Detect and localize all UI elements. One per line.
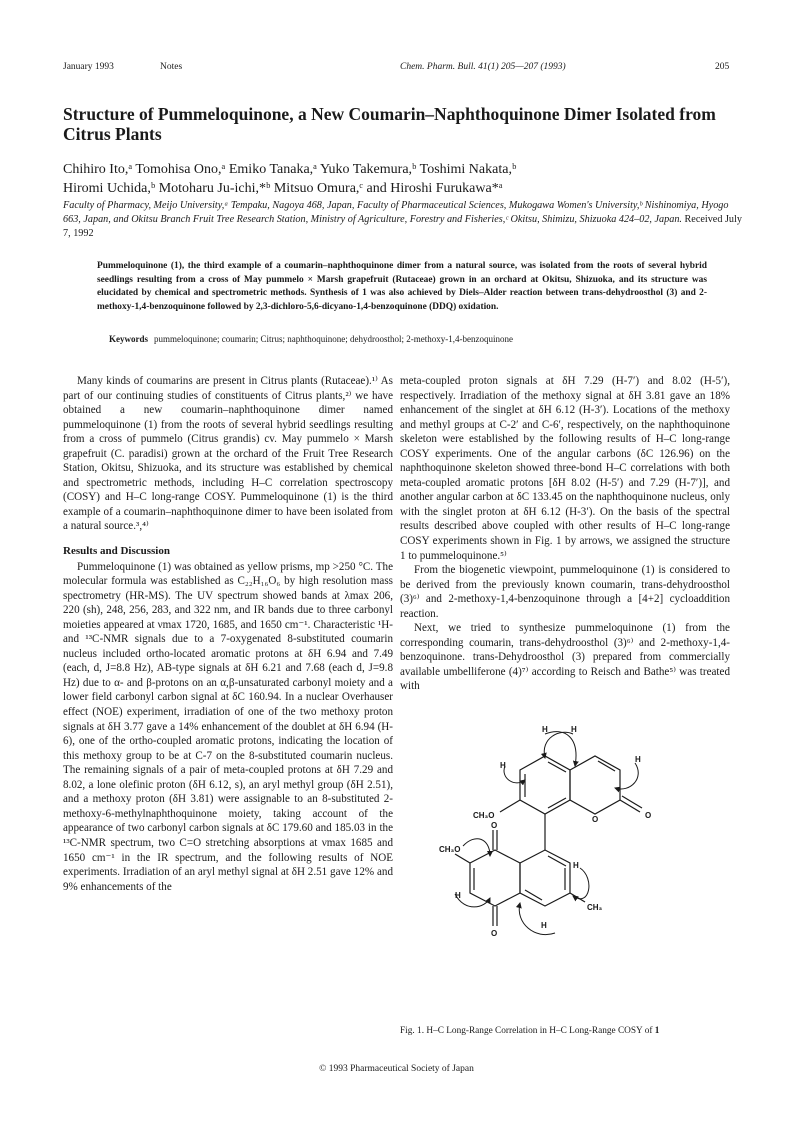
figure-caption-label: Fig. 1. — [400, 1026, 425, 1036]
author-line-2: Hiromi Uchida,ᵇ Motoharu Ju-ichi,*ᵇ Mitsuo Omura,ᶜ and Hiroshi Furukawa*ᵃ — [63, 181, 503, 196]
structure-diagram — [439, 718, 735, 1018]
affiliation-text: Faculty of Pharmacy, Meijo University,ᵃ Tempaku, Nagoya 468, Japan, Faculty of Pharmaceutical Sciences, Mukogawa Women's University,ᵇ Nishinomiya, Hyogo 663, Japan, and Okitsu Branch Fruit Tree Research Station, Ministry of Agriculture, Forestry and Fisheries,ᶜ Okitsu, Shimizu, Shizuoka 424–02, Japan. — [63, 200, 729, 226]
atom-o: O — [491, 821, 498, 830]
right-paragraph-1: meta-coupled proton signals at δH 7.29 (H-7′) and 8.02 (H-5′), respectively. Irradiation of the methoxy signal at δH 3.81 gave an 18% enhancement of the singlet at δH 6.12 (H-3′). Locations of the methoxy and methyl groups at C-2′ and C-6′, respectively, on the naphthoquinone skeleton were established by the following results of H–C long-range COSY experiments. One of the angular carbons (δC 126.96) on the naphthoquinone skeleton showed three-bond H–C correlations with both meta-coupled aromatic protons [δH 8.02 (H-5′) and 7.29 (H-7′)], and another angular carbon at δC 133.45 on the naphthoquinone nucleus, only with the singlet proton at δH 6.12 (H-3′). On the basis of the spectral results described above coupled with other results of H–C long-range COSY experiments shown in Fig. 1 by arrows, we assigned the structure 1 to pummeloquinone.⁵⁾ — [400, 375, 730, 562]
figure-caption-text: H–C Long-Range Correlation in H–C Long-Range COSY of — [426, 1026, 653, 1036]
header-journal: Chem. Pharm. Bull. 41(1) 205—207 (1993) — [400, 62, 566, 72]
right-paragraph-3: Next, we tried to synthesize pummeloquinone (1) from the corresponding coumarin, trans-dehydroosthol (3)⁶⁾ and 2-methoxy-1,4-benzoquinone. trans-Dehydroosthol (3) prepared from commercially available umbelliferone (4)⁷⁾ according to Reisch and Bathe⁵⁾ was treated with — [400, 622, 730, 693]
atom-h: H — [500, 761, 506, 770]
atom-h: H — [542, 725, 548, 734]
keywords-line — [109, 334, 729, 344]
atom-h: H — [573, 861, 579, 870]
right-paragraph-2: From the biogenetic viewpoint, pummeloquinone (1) is considered to be derived from the previously known coumarin, trans-dehydroosthol (3)⁶⁾ and 2-methoxy-1,4-benzoquinone through a [4+2] cycloaddition reaction. — [400, 564, 730, 620]
atom-h: H — [635, 755, 641, 764]
header-date: January 1993 — [63, 62, 114, 72]
figure-caption — [400, 1025, 730, 1037]
intro-paragraph: Many kinds of coumarins are present in Citrus plants (Rutaceae).¹⁾ As part of our continuing studies of constituents of Citrus plants,²⁾ we have obtained a new coumarin–naphthoquinone dimer named pummeloquinone (1) from the roots of several hybrid seedlings resulting from a cross of pummelo (Citrus grandis) cv. May pummelo × Marsh grapefruit (C. paradisi) grown at the orchard of the Fruit Tree Research Station, Okitsu, Shizuoka, and its structure was established by chemical and spectrometric methods, including H–C correlation spectroscopy (COSY) and H–C long-range COSY. Pummeloquinone (1) is the third example of a coumarin–naphthoquinone dimer to have been isolated from a natural source.³,⁴⁾ — [63, 375, 393, 533]
header-page-number: 205 — [715, 62, 730, 72]
keywords-text: pummeloquinone; coumarin; Citrus; naphthoquinone; dehydroosthol; 2-methoxy-1,4-benzoquinone — [154, 334, 513, 344]
atom-h: H — [541, 921, 547, 930]
atom-ch3o: CH₃O — [473, 811, 495, 820]
header-section: Notes — [160, 62, 183, 72]
paper-title: Structure of Pummeloquinone, a New Coumarin–Naphthoquinone Dimer Isolated from Citrus Plants — [63, 104, 716, 144]
atom-o: O — [592, 815, 599, 824]
figure-1-structure — [439, 718, 735, 1018]
author-line-1: Chihiro Ito,ᵃ Tomohisa Ono,ᵃ Emiko Tanaka,ᵃ Yuko Takemura,ᵇ Toshimi Nakata,ᵇ — [63, 162, 517, 177]
hmbc-correlation-arrows — [455, 732, 638, 935]
atom-ch3o: CH₃O — [439, 845, 461, 854]
atom-o: O — [645, 811, 652, 820]
atom-h: H — [571, 725, 577, 734]
naphthoquinone-rings — [455, 830, 585, 926]
right-column — [400, 374, 730, 694]
affiliation-block — [63, 199, 743, 242]
results-paragraph: Pummeloquinone (1) was obtained as yellow prisms, mp >250 °C. The molecular formula was established as C₂₂H₁₆O₆ by high resolution mass spectrometry (HR-MS). The UV spectrum showed bands at λmax 206, 220 (sh), 248, 256, 283, and 322 nm, and IR bands due to three carbonyl moieties appeared at νmax 1720, 1685, and 1650 cm⁻¹. Characteristic ¹H- and ¹³C-NMR signals due to a 7-oxygenated 8-substituted coumarin nucleus included ortho-located aromatic protons at δH 6.94 and 7.49 (each, d, J=8.8 Hz), AB-type signals at δH 6.21 and 7.68 (each d, J=9.8 Hz) due to α- and β-protons on an α,β-unsaturated carbonyl moiety and a lower field carbonyl carbon signal at δC 160.94. In a nuclear Overhauser effect (NOE) experiment, irradiation of one of the two methoxy proton signals at δH 3.77 gave a 14% enhancement of the doublet at δH 6.94 (H-6), one of the ortho-coupled aromatic protons, indicating the location of this methoxy group to be at C-7 on the 8-substituted coumarin nucleus. The remaining signals of a pair of meta-coupled protons at δH 7.29 and 8.02, a lone olefinic proton (δH 6.12, s), an aryl methyl group (δH 2.51), and a methoxy proton (δH 3.81) were assignable to an 8-substituted 2-methoxy-6-methylnaphthoquinone moiety, taking account of the appearance of two carbonyl carbon signals at δC 179.60 and 185.03 in the ¹³C-NMR spectrum, two C=O stretching absorptions at νmax 1685 and 1650 cm⁻¹ in the IR spectrum, and the following results of NOE experiments. Irradiation of an aryl methyl signal at δH 2.51 gave 12% and 9% enhancements of the — [63, 560, 393, 893]
left-column — [63, 374, 393, 894]
atom-h: H — [455, 891, 461, 900]
atom-o: O — [491, 929, 498, 938]
copyright-line: © 1993 Pharmaceutical Society of Japan — [319, 1064, 474, 1074]
figure-caption-compound: 1 — [654, 1026, 660, 1036]
section-heading: Results and Discussion — [63, 545, 170, 558]
author-list — [63, 160, 743, 198]
keywords-label: Keywords — [109, 334, 148, 344]
coumarin-rings — [500, 756, 642, 850]
received-date: Received July 7, 1992 — [63, 214, 742, 240]
abstract: Pummeloquinone (1), the third example of a coumarin–naphthoquinone dimer from a natural source, was isolated from the roots of several hybrid seedlings resulting from a cross of May pummelo × Marsh grapefruit (Rutaceae) grown in an orchard at Okitsu, Shizuoka, and its structure was elucidated by chemical and spectrometric methods. Synthesis of 1 was also achieved by Diels–Alder reaction between trans-dehydroosthol (3) and 2-methoxy-1,4-benzoquinone followed by 2,3-dichloro-5,6-dicyano-1,4-benzoquinone (DDQ) oxidation. — [97, 261, 707, 312]
atom-ch3: CH₃ — [587, 903, 603, 912]
